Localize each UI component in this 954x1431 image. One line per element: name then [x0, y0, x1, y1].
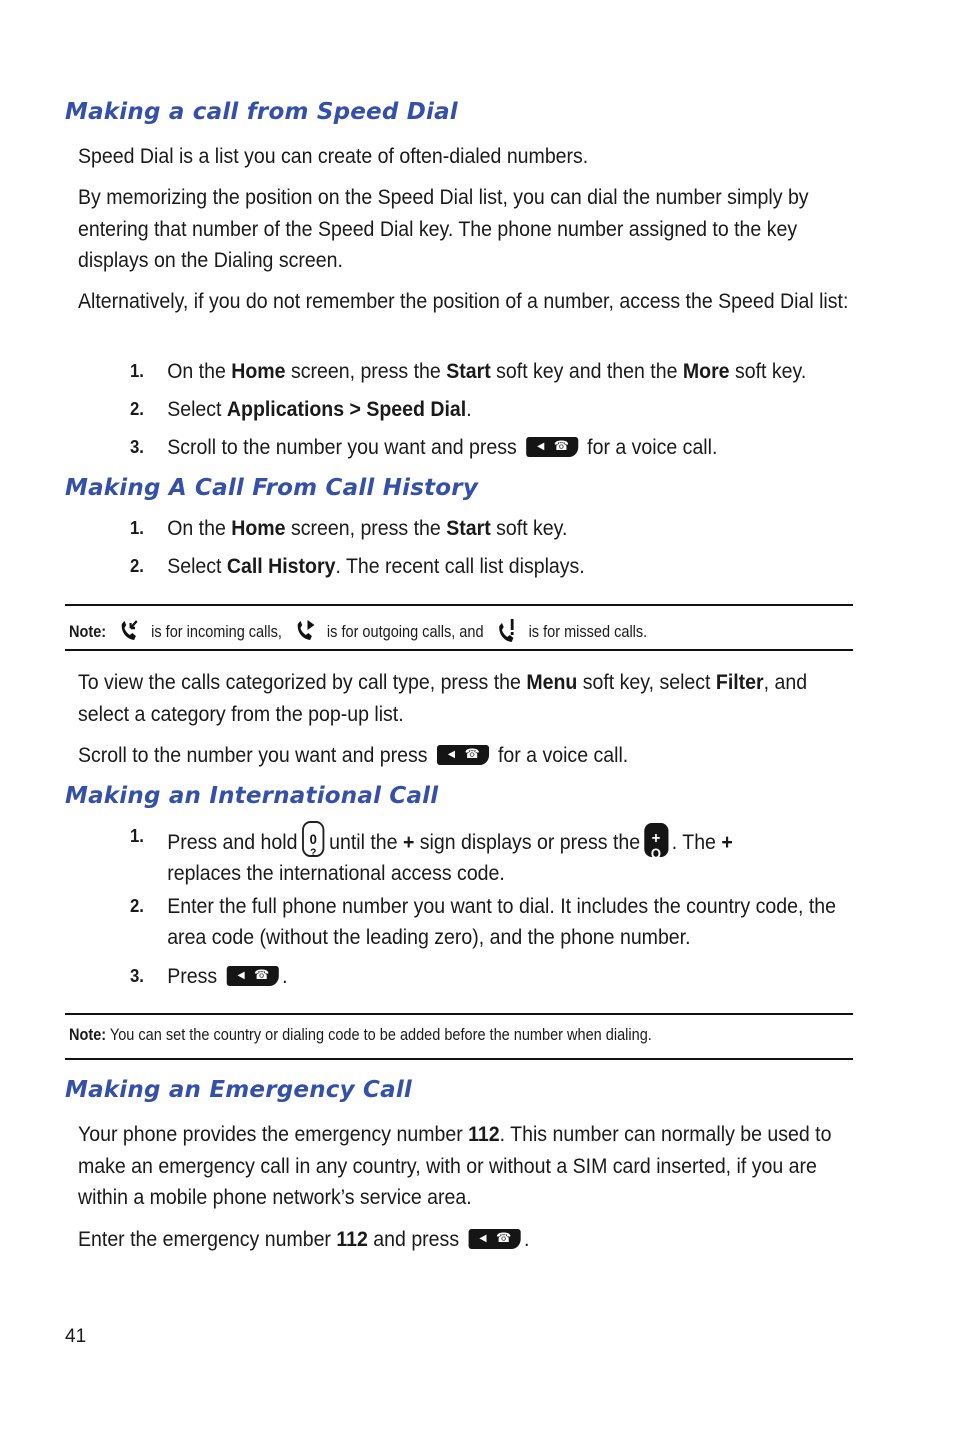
note-top-rule — [65, 1013, 853, 1015]
note-incoming-text: is for incoming calls, — [151, 623, 282, 641]
heading-call-history: Making A Call From Call History — [65, 475, 479, 501]
step-text: Select — [167, 398, 227, 421]
step-text: until the — [329, 831, 403, 854]
speed-dial-memorize: By memorizing the position on the Speed Dial list, you can dial the number simply by entering that number of the Speed Dial key. The phone number assigned to the key displays on the Dialing screen. — [78, 186, 809, 272]
step-text: On the — [167, 360, 232, 383]
international-step-3 — [130, 961, 837, 992]
send-key-icon: ◀ ☎ — [468, 1229, 520, 1249]
step-text: sign displays or press the — [414, 831, 641, 854]
speed-dial-step-2 — [130, 394, 837, 425]
para-text: Your phone provides the emergency number — [78, 1123, 469, 1146]
step-text: Press — [167, 965, 218, 988]
step-text: . The — [671, 831, 722, 854]
dialing-code-note — [69, 1026, 652, 1045]
zero-key-icon: 0 ? — [302, 821, 324, 857]
heading-international-call: Making an International Call — [65, 783, 439, 809]
step-text: for a voice call. — [587, 436, 718, 459]
international-step-1 — [130, 821, 837, 889]
speed-dial-alternative: Alternatively, if you do not remember the position of a number, access the Speed Dial list: — [78, 290, 849, 313]
step-number: 1. — [130, 361, 144, 381]
para-text: Enter the emergency number — [78, 1228, 337, 1251]
step-bold: + — [402, 831, 415, 854]
step-number: 3. — [130, 966, 144, 986]
heading-speed-dial: Making a call from Speed Dial — [65, 99, 458, 125]
step-bold: Start — [446, 360, 491, 383]
speed-dial-step-3 — [130, 432, 837, 463]
para-text: To view the calls categorized by call type, press the — [78, 671, 527, 694]
note-outgoing-text: is for outgoing calls, and — [326, 623, 484, 641]
para-text: for a voice call. — [497, 744, 629, 767]
para-text: . This number can normally be used to make an emergency call in any country, with or without a SIM card inserted, if you are within a mobile phone network’s service area. — [78, 1123, 832, 1209]
note-label: Note: — [69, 623, 107, 641]
call-history-scroll-para — [78, 740, 857, 772]
send-key-icon: ◀ ☎ — [526, 437, 578, 457]
step-number: 2. — [130, 896, 144, 916]
speed-dial-step-1 — [130, 356, 837, 387]
para-text: . — [524, 1228, 530, 1251]
step-bold: More — [682, 360, 730, 383]
plus-key-icon: + Q — [644, 823, 668, 857]
missed-call-icon — [495, 618, 518, 644]
step-number: 3. — [130, 437, 144, 457]
para-bold: Filter — [715, 671, 764, 694]
step-bold: Start — [446, 517, 491, 540]
call-types-note — [69, 618, 647, 644]
para-text: , and select a category from the pop-up list. — [78, 671, 808, 726]
step-bold: Home — [231, 360, 286, 383]
step-number: 1. — [130, 518, 144, 538]
step-bold: Call History — [226, 555, 336, 578]
note-label: Note: — [69, 1026, 107, 1044]
para-bold: Menu — [526, 671, 578, 694]
step-text: replaces the international access code. — [167, 862, 505, 885]
step-text: soft key. — [729, 360, 807, 383]
outgoing-call-icon — [293, 618, 316, 644]
para-text: Scroll to the number you want and press — [78, 744, 428, 767]
call-history-filter-para — [78, 667, 857, 730]
emergency-intro — [78, 1119, 857, 1214]
step-text: . — [282, 965, 288, 988]
send-key-icon: ◀ ☎ — [226, 966, 278, 986]
speed-dial-intro: Speed Dial is a list you can create of often-dialed numbers. — [78, 145, 589, 168]
call-history-step-2 — [130, 551, 837, 582]
step-text: Enter the full phone number you want to dial. It includes the country code, the area code (without the leading zero), and the phone number. — [167, 895, 836, 949]
note-missed-text: is for missed calls. — [528, 623, 648, 641]
call-history-step-1 — [130, 513, 837, 544]
para-text: soft key, select — [577, 671, 716, 694]
step-text: Select — [167, 555, 227, 578]
para-text: and press — [367, 1228, 460, 1251]
step-bold: Home — [231, 517, 286, 540]
step-text: soft key. — [490, 517, 568, 540]
step-number: 2. — [130, 399, 144, 419]
step-bold: Applications > Speed Dial — [226, 398, 467, 421]
emergency-instruction — [78, 1224, 857, 1256]
note-top-rule — [65, 604, 853, 606]
step-text: On the — [167, 517, 232, 540]
send-key-icon: ◀ ☎ — [437, 745, 489, 765]
note-bottom-rule — [65, 1058, 853, 1060]
para-bold: 112 — [336, 1228, 368, 1251]
step-text: Press and hold — [167, 831, 298, 854]
note-text: You can set the country or dialing code to be added before the number when dialing. — [106, 1026, 652, 1044]
step-bold: + — [721, 831, 733, 854]
incoming-call-icon — [117, 618, 140, 644]
step-text: screen, press the — [285, 517, 447, 540]
step-text: Scroll to the number you want and press — [167, 436, 517, 459]
step-text: . — [466, 398, 472, 421]
page-number: 41 — [65, 1326, 87, 1347]
step-text: soft key and then the — [490, 360, 683, 383]
para-bold: 112 — [468, 1123, 500, 1146]
heading-emergency-call: Making an Emergency Call — [65, 1077, 412, 1103]
step-text: . The recent call list displays. — [335, 555, 585, 578]
step-text: screen, press the — [285, 360, 447, 383]
step-number: 2. — [130, 556, 144, 576]
step-number: 1. — [130, 826, 144, 846]
note-bottom-rule — [65, 649, 853, 651]
international-step-2 — [130, 891, 837, 953]
